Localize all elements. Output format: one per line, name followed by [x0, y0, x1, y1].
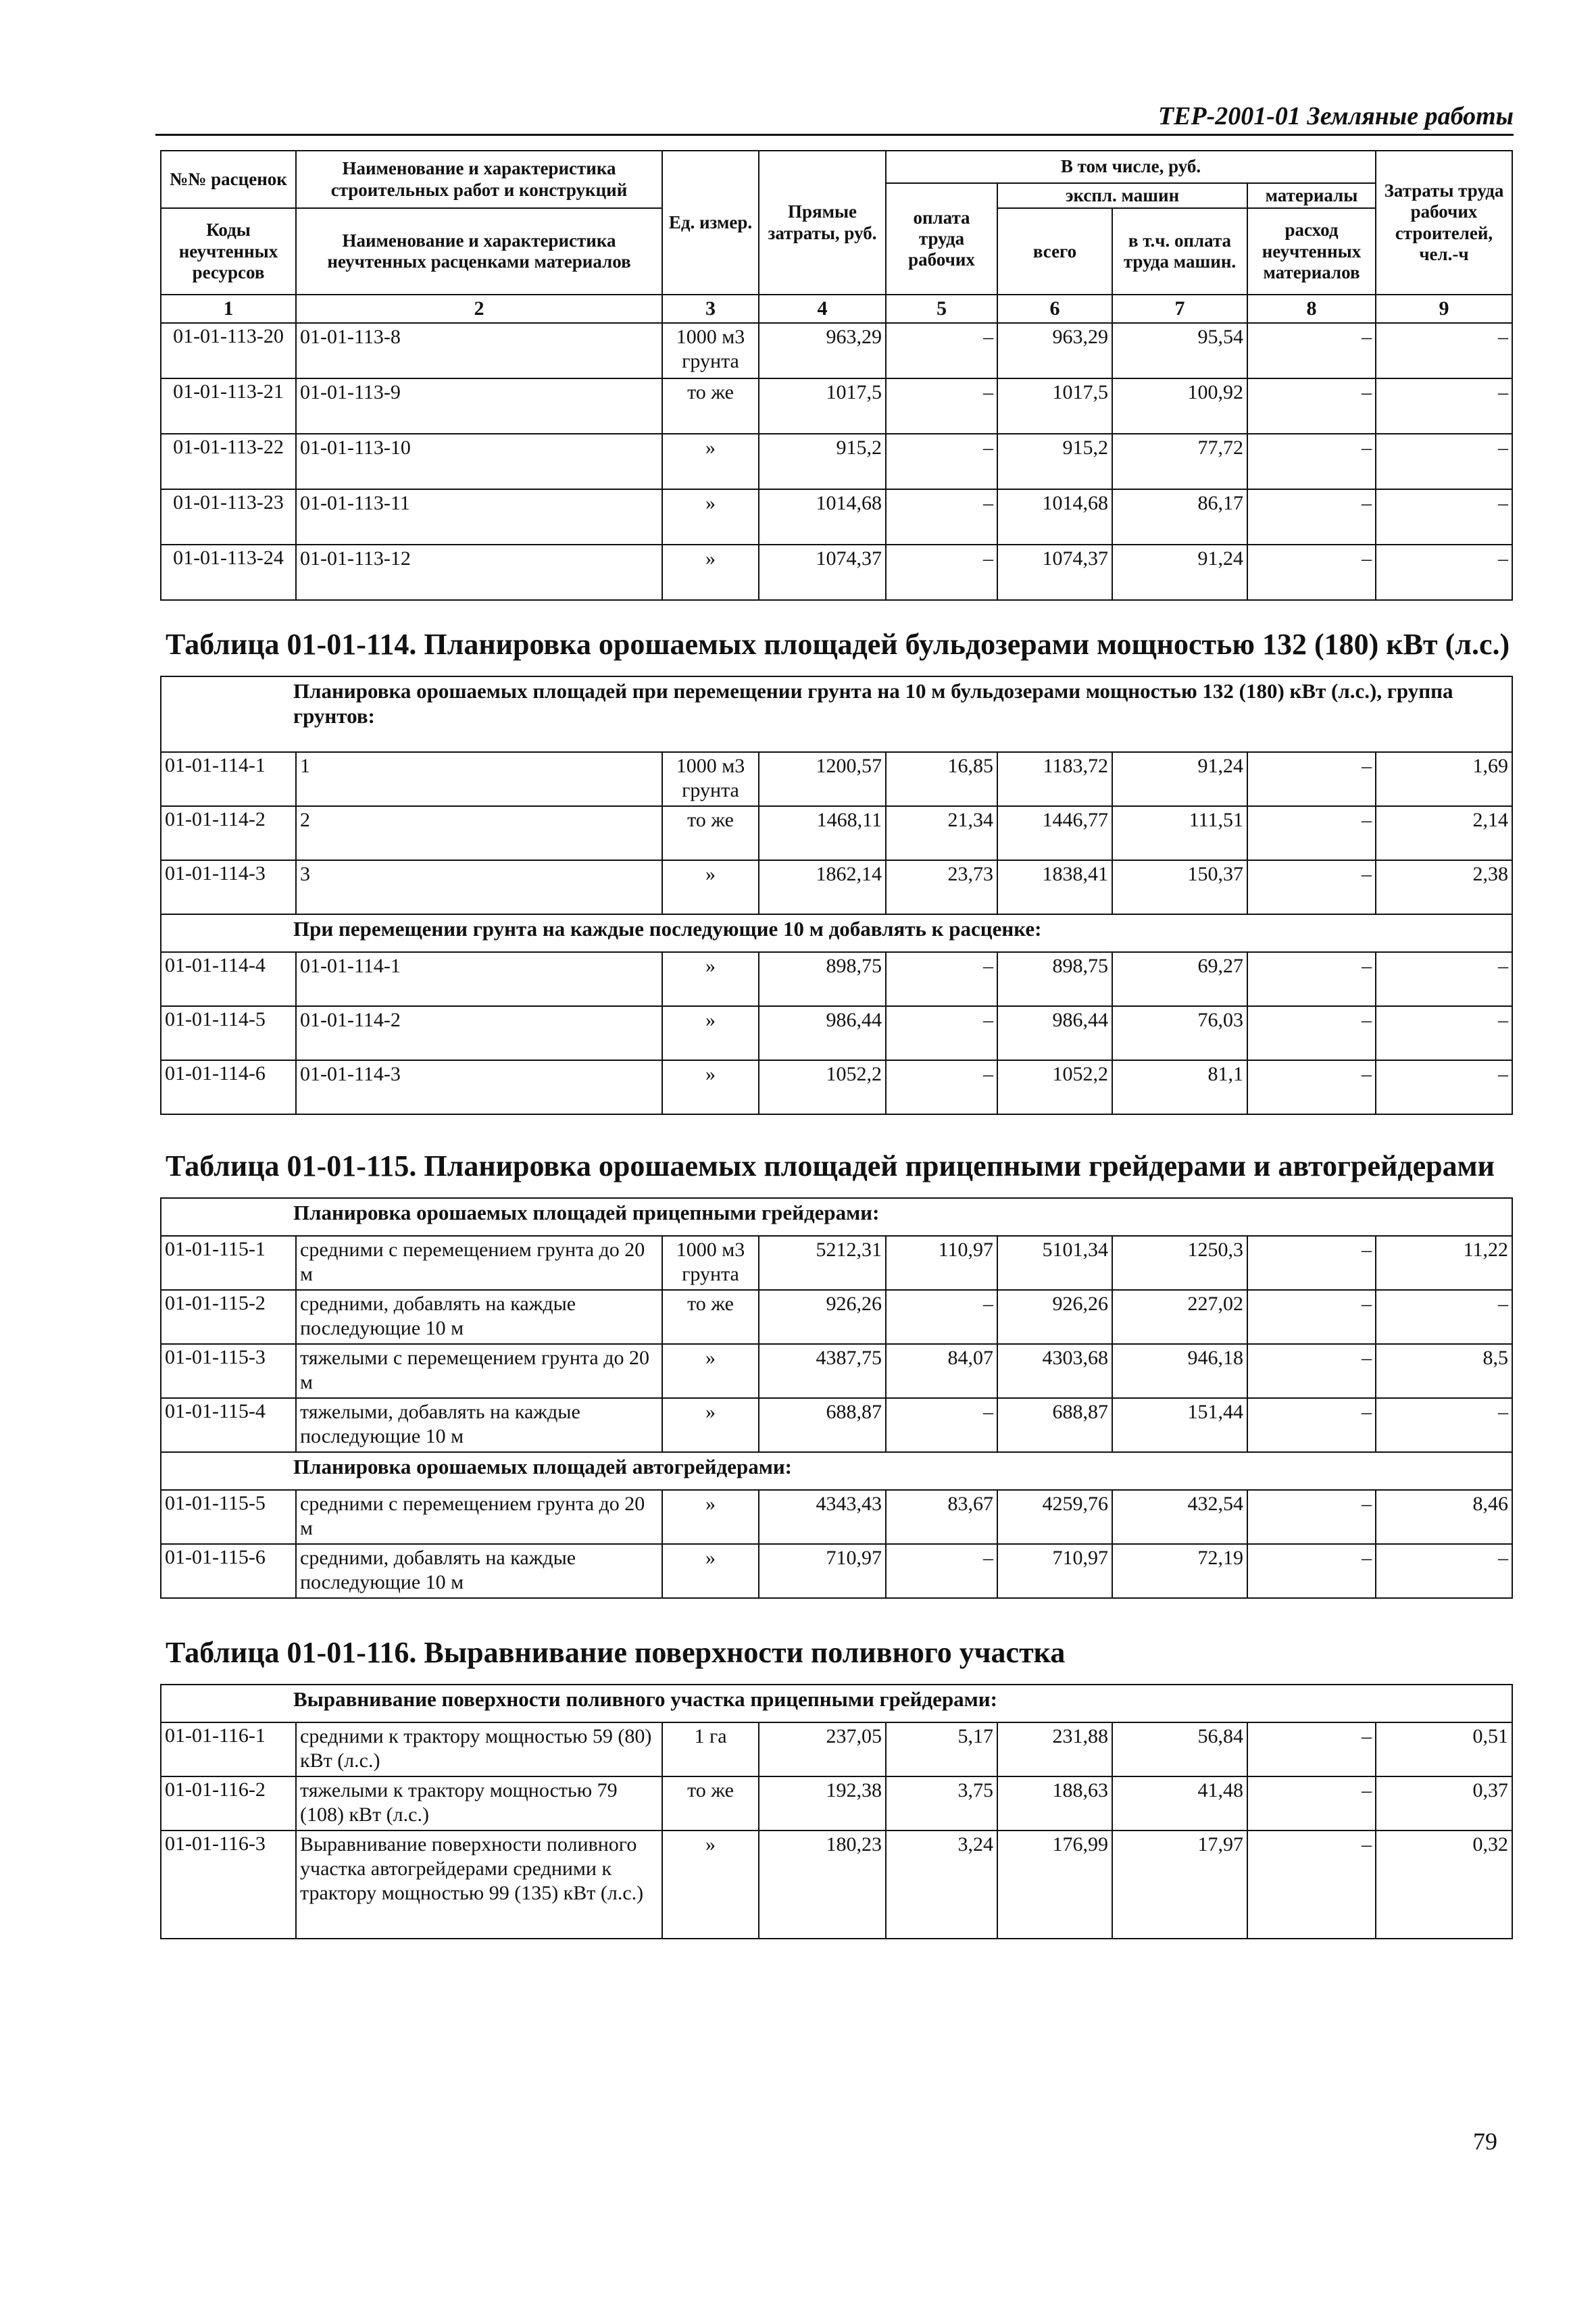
rate-code: 01-01-115-1	[161, 1236, 296, 1290]
rate-name: тяжелыми с перемещением грунта до 20 м	[296, 1344, 662, 1398]
direct-cost: 1052,2	[759, 1060, 886, 1114]
labor-hours: 8,5	[1376, 1344, 1512, 1398]
section-title: Планировка орошаемых площадей при перемещении грунта на 10 м бульдозерами мощностью 132 (180) кВт (л.с.), группа грунтов:	[161, 676, 1512, 752]
table-row	[161, 1776, 1512, 1831]
unit: »	[662, 1344, 759, 1398]
direct-cost: 192,38	[759, 1776, 886, 1831]
unit: 1000 м3 грунта	[662, 323, 759, 378]
unit: »	[662, 434, 759, 489]
direct-cost: 1017,5	[759, 378, 886, 434]
labor-cost: –	[886, 1544, 997, 1598]
unit: »	[662, 860, 759, 914]
machine-labor-cost: 946,18	[1112, 1344, 1247, 1398]
labor-hours: 2,14	[1376, 806, 1512, 860]
materials-cost: –	[1247, 1776, 1376, 1831]
rate-code: 01-01-114-3	[161, 860, 296, 914]
table-115	[160, 1197, 1513, 1599]
unit: то же	[662, 806, 759, 860]
col-header-group: В том числе, руб.	[886, 151, 1376, 183]
materials-cost: –	[1247, 434, 1376, 489]
machine-labor-cost: 17,97	[1112, 1831, 1247, 1939]
machines-cost: 188,63	[997, 1776, 1112, 1831]
rate-name: средними, добавлять на каждые последующие 10 м	[296, 1544, 662, 1598]
direct-cost: 926,26	[759, 1290, 886, 1344]
machine-labor-cost: 150,37	[1112, 860, 1247, 914]
table-row	[161, 434, 1512, 489]
machines-cost: 688,87	[997, 1398, 1112, 1452]
labor-cost: –	[886, 434, 997, 489]
machines-cost: 1052,2	[997, 1060, 1112, 1114]
machine-labor-cost: 432,54	[1112, 1490, 1247, 1544]
materials-cost: –	[1247, 1722, 1376, 1776]
machine-labor-cost: 111,51	[1112, 806, 1247, 860]
labor-hours: 0,37	[1376, 1776, 1512, 1831]
table-row	[161, 1290, 1512, 1344]
col-header-ekspl: экспл. машин	[997, 183, 1247, 208]
rate-code: 01-01-114-4	[161, 952, 296, 1006]
table-row	[161, 323, 1512, 378]
running-title: ТЕР-2001-01 Земляные работы	[1157, 102, 1514, 130]
labor-hours: –	[1376, 378, 1512, 434]
table-row	[161, 1722, 1512, 1776]
materials-cost: –	[1247, 1490, 1376, 1544]
labor-cost: –	[886, 489, 997, 545]
col-header-mat: материалы	[1247, 183, 1376, 208]
machine-labor-cost: 72,19	[1112, 1544, 1247, 1598]
labor-cost: 110,97	[886, 1236, 997, 1290]
running-header	[155, 101, 1514, 136]
rate-code: 01-01-116-3	[161, 1831, 296, 1939]
machine-labor-cost: 151,44	[1112, 1398, 1247, 1452]
machine-labor-cost: 69,27	[1112, 952, 1247, 1006]
labor-cost: –	[886, 378, 997, 434]
labor-cost: –	[886, 545, 997, 600]
unit: 1000 м3 грунта	[662, 752, 759, 806]
col-header-9: Затраты труда рабочих строителей, чел.-ч	[1376, 151, 1512, 295]
materials-cost: –	[1247, 545, 1376, 600]
labor-cost: –	[886, 1060, 997, 1114]
labor-cost: 83,67	[886, 1490, 997, 1544]
col-number: 6	[997, 295, 1112, 323]
table-row	[161, 806, 1512, 860]
rate-name: средними с перемещением грунта до 20 м	[296, 1490, 662, 1544]
direct-cost: 1014,68	[759, 489, 886, 545]
unit: »	[662, 1006, 759, 1060]
table-row	[161, 1831, 1512, 1939]
rate-name: средними к трактору мощностью 59 (80) кВт (л.с.)	[296, 1722, 662, 1776]
direct-cost: 986,44	[759, 1006, 886, 1060]
col-header-6: всего	[997, 208, 1112, 295]
materials-cost: –	[1247, 752, 1376, 806]
machine-labor-cost: 41,48	[1112, 1776, 1247, 1831]
table-row	[161, 1398, 1512, 1452]
materials-cost: –	[1247, 1236, 1376, 1290]
materials-cost: –	[1247, 860, 1376, 914]
materials-cost: –	[1247, 323, 1376, 378]
labor-cost: –	[886, 1290, 997, 1344]
materials-cost: –	[1247, 952, 1376, 1006]
machines-cost: 1017,5	[997, 378, 1112, 434]
materials-cost: –	[1247, 1398, 1376, 1452]
labor-hours: 11,22	[1376, 1236, 1512, 1290]
machine-labor-cost: 86,17	[1112, 489, 1247, 545]
rate-code: 01-01-115-6	[161, 1544, 296, 1598]
col-header-5: оплата труда рабочих	[886, 183, 997, 295]
labor-cost: 16,85	[886, 752, 997, 806]
rate-name: 01-01-113-12	[296, 545, 662, 600]
col-number: 8	[1247, 295, 1376, 323]
rate-name: 01-01-113-10	[296, 434, 662, 489]
table-row	[161, 952, 1512, 1006]
direct-cost: 4387,75	[759, 1344, 886, 1398]
machines-cost: 898,75	[997, 952, 1112, 1006]
section-title: Выравнивание поверхности поливного участка прицепными грейдерами:	[161, 1685, 1512, 1722]
rate-name: 01-01-113-9	[296, 378, 662, 434]
labor-hours: 8,46	[1376, 1490, 1512, 1544]
col-header-1b: Коды неучтенных ресурсов	[161, 208, 296, 295]
labor-cost: 21,34	[886, 806, 997, 860]
machines-cost: 710,97	[997, 1544, 1112, 1598]
machine-labor-cost: 1250,3	[1112, 1236, 1247, 1290]
col-number: 4	[759, 295, 886, 323]
rate-name: 01-01-113-11	[296, 489, 662, 545]
col-header-1a: №№ расценок	[161, 151, 296, 208]
rate-code: 01-01-115-2	[161, 1290, 296, 1344]
unit: »	[662, 1490, 759, 1544]
rate-name: тяжелыми, добавлять на каждые последующие 10 м	[296, 1398, 662, 1452]
materials-cost: –	[1247, 1290, 1376, 1344]
labor-hours: –	[1376, 1006, 1512, 1060]
machines-cost: 4303,68	[997, 1344, 1112, 1398]
col-number: 1	[161, 295, 296, 323]
unit: 1 га	[662, 1722, 759, 1776]
table-row	[161, 752, 1512, 806]
machines-cost: 1014,68	[997, 489, 1112, 545]
table-114-caption: Таблица 01-01-114. Планировка орошаемых площадей бульдозерами мощностью 132 (180) кВт (л.с.)	[166, 628, 1510, 661]
table-row	[161, 378, 1512, 434]
unit: то же	[662, 1776, 759, 1831]
machine-labor-cost: 81,1	[1112, 1060, 1247, 1114]
labor-hours: –	[1376, 1398, 1512, 1452]
col-header-2b: Наименование и характеристика неучтенных расценками материалов	[296, 208, 662, 295]
col-header-3: Ед. измер.	[662, 151, 759, 295]
direct-cost: 237,05	[759, 1722, 886, 1776]
unit: »	[662, 545, 759, 600]
labor-hours: –	[1376, 545, 1512, 600]
machines-cost: 1183,72	[997, 752, 1112, 806]
labor-hours: 1,69	[1376, 752, 1512, 806]
direct-cost: 688,87	[759, 1398, 886, 1452]
rate-code: 01-01-113-24	[161, 545, 296, 600]
rate-code: 01-01-114-5	[161, 1006, 296, 1060]
unit: то же	[662, 378, 759, 434]
direct-cost: 898,75	[759, 952, 886, 1006]
section-title: Планировка орошаемых площадей автогрейдерами:	[161, 1452, 1512, 1490]
unit: »	[662, 1544, 759, 1598]
rate-name: средними, добавлять на каждые последующие 10 м	[296, 1290, 662, 1344]
table-row	[161, 1490, 1512, 1544]
rate-name: 01-01-114-2	[296, 1006, 662, 1060]
unit: »	[662, 1060, 759, 1114]
machines-cost: 1838,41	[997, 860, 1112, 914]
rate-name: 2	[296, 806, 662, 860]
labor-hours: –	[1376, 1290, 1512, 1344]
machine-labor-cost: 77,72	[1112, 434, 1247, 489]
labor-hours: –	[1376, 323, 1512, 378]
rate-code: 01-01-113-21	[161, 378, 296, 434]
rate-name: 3	[296, 860, 662, 914]
table-row	[161, 1344, 1512, 1398]
direct-cost: 180,23	[759, 1831, 886, 1939]
table-row	[161, 860, 1512, 914]
table-row	[161, 545, 1512, 600]
machine-labor-cost: 227,02	[1112, 1290, 1247, 1344]
page-number: 79	[1473, 2128, 1497, 2155]
direct-cost: 1074,37	[759, 545, 886, 600]
unit: то же	[662, 1290, 759, 1344]
rate-code: 01-01-113-20	[161, 323, 296, 378]
unit: »	[662, 489, 759, 545]
machine-labor-cost: 95,54	[1112, 323, 1247, 378]
labor-cost: 3,24	[886, 1831, 997, 1939]
machines-cost: 926,26	[997, 1290, 1112, 1344]
labor-cost: –	[886, 1006, 997, 1060]
unit: »	[662, 1398, 759, 1452]
materials-cost: –	[1247, 489, 1376, 545]
materials-cost: –	[1247, 1344, 1376, 1398]
materials-cost: –	[1247, 378, 1376, 434]
section-title: При перемещении грунта на каждые последующие 10 м добавлять к расценке:	[161, 914, 1512, 952]
section-title: Планировка орошаемых площадей прицепными грейдерами:	[161, 1198, 1512, 1236]
rate-name: 01-01-114-3	[296, 1060, 662, 1114]
col-header-4: Прямые затраты, руб.	[759, 151, 886, 295]
unit: »	[662, 1831, 759, 1939]
machine-labor-cost: 100,92	[1112, 378, 1247, 434]
labor-cost: –	[886, 952, 997, 1006]
direct-cost: 1862,14	[759, 860, 886, 914]
rate-code: 01-01-115-5	[161, 1490, 296, 1544]
table-116-caption: Таблица 01-01-116. Выравнивание поверхности поливного участка	[166, 1636, 1066, 1669]
table-row	[161, 489, 1512, 545]
direct-cost: 915,2	[759, 434, 886, 489]
direct-cost: 4343,43	[759, 1490, 886, 1544]
machine-labor-cost: 91,24	[1112, 545, 1247, 600]
rate-name: 01-01-114-1	[296, 952, 662, 1006]
rate-name: Выравнивание поверхности поливного участка автогрейдерами средними к трактору мощностью 99 (135) кВт (л.с.)	[296, 1831, 662, 1939]
direct-cost: 710,97	[759, 1544, 886, 1598]
table-row	[161, 1006, 1512, 1060]
labor-hours: 0,32	[1376, 1831, 1512, 1939]
machines-cost: 231,88	[997, 1722, 1112, 1776]
labor-cost: 84,07	[886, 1344, 997, 1398]
rate-code: 01-01-116-1	[161, 1722, 296, 1776]
machine-labor-cost: 76,03	[1112, 1006, 1247, 1060]
table-row	[161, 1544, 1512, 1598]
machines-cost: 1074,37	[997, 545, 1112, 600]
rate-name: 1	[296, 752, 662, 806]
direct-cost: 1468,11	[759, 806, 886, 860]
materials-cost: –	[1247, 1831, 1376, 1939]
materials-cost: –	[1247, 1544, 1376, 1598]
rate-code: 01-01-116-2	[161, 1776, 296, 1831]
labor-hours: 0,51	[1376, 1722, 1512, 1776]
direct-cost: 963,29	[759, 323, 886, 378]
machine-labor-cost: 91,24	[1112, 752, 1247, 806]
col-header-8: расход неучтенных материалов	[1247, 208, 1376, 295]
table-row	[161, 1236, 1512, 1290]
rate-code: 01-01-113-23	[161, 489, 296, 545]
table-116	[160, 1684, 1513, 1939]
materials-cost: –	[1247, 1006, 1376, 1060]
machines-cost: 963,29	[997, 323, 1112, 378]
labor-hours: –	[1376, 1544, 1512, 1598]
labor-hours: –	[1376, 489, 1512, 545]
machines-cost: 4259,76	[997, 1490, 1112, 1544]
table-113	[160, 150, 1513, 601]
materials-cost: –	[1247, 806, 1376, 860]
table-114	[160, 676, 1513, 1115]
rate-name: средними с перемещением грунта до 20 м	[296, 1236, 662, 1290]
labor-hours: –	[1376, 1060, 1512, 1114]
unit: 1000 м3 грунта	[662, 1236, 759, 1290]
rate-code: 01-01-114-1	[161, 752, 296, 806]
col-number: 7	[1112, 295, 1247, 323]
labor-cost: 23,73	[886, 860, 997, 914]
rate-code: 01-01-115-3	[161, 1344, 296, 1398]
col-number: 2	[296, 295, 662, 323]
labor-hours: –	[1376, 434, 1512, 489]
machines-cost: 1446,77	[997, 806, 1112, 860]
labor-cost: –	[886, 323, 997, 378]
labor-cost: –	[886, 1398, 997, 1452]
rate-name: тяжелыми к трактору мощностью 79 (108) кВт (л.с.)	[296, 1776, 662, 1831]
unit: »	[662, 952, 759, 1006]
table-row	[161, 1060, 1512, 1114]
machines-cost: 5101,34	[997, 1236, 1112, 1290]
table-115-caption: Таблица 01-01-115. Планировка орошаемых площадей прицепными грейдерами и автогрейдерами	[166, 1149, 1495, 1183]
direct-cost: 1200,57	[759, 752, 886, 806]
machines-cost: 915,2	[997, 434, 1112, 489]
rate-code: 01-01-114-6	[161, 1060, 296, 1114]
labor-hours: –	[1376, 952, 1512, 1006]
col-number: 3	[662, 295, 759, 323]
materials-cost: –	[1247, 1060, 1376, 1114]
rate-name: 01-01-113-8	[296, 323, 662, 378]
rate-code: 01-01-115-4	[161, 1398, 296, 1452]
col-number: 5	[886, 295, 997, 323]
machines-cost: 986,44	[997, 1006, 1112, 1060]
labor-hours: 2,38	[1376, 860, 1512, 914]
labor-cost: 5,17	[886, 1722, 997, 1776]
machines-cost: 176,99	[997, 1831, 1112, 1939]
col-header-7: в т.ч. оплата труда машин.	[1112, 208, 1247, 295]
labor-cost: 3,75	[886, 1776, 997, 1831]
rate-code: 01-01-113-22	[161, 434, 296, 489]
direct-cost: 5212,31	[759, 1236, 886, 1290]
col-header-2a: Наименование и характеристика строительных работ и конструкций	[296, 151, 662, 208]
rate-code: 01-01-114-2	[161, 806, 296, 860]
col-number: 9	[1376, 295, 1512, 323]
machine-labor-cost: 56,84	[1112, 1722, 1247, 1776]
